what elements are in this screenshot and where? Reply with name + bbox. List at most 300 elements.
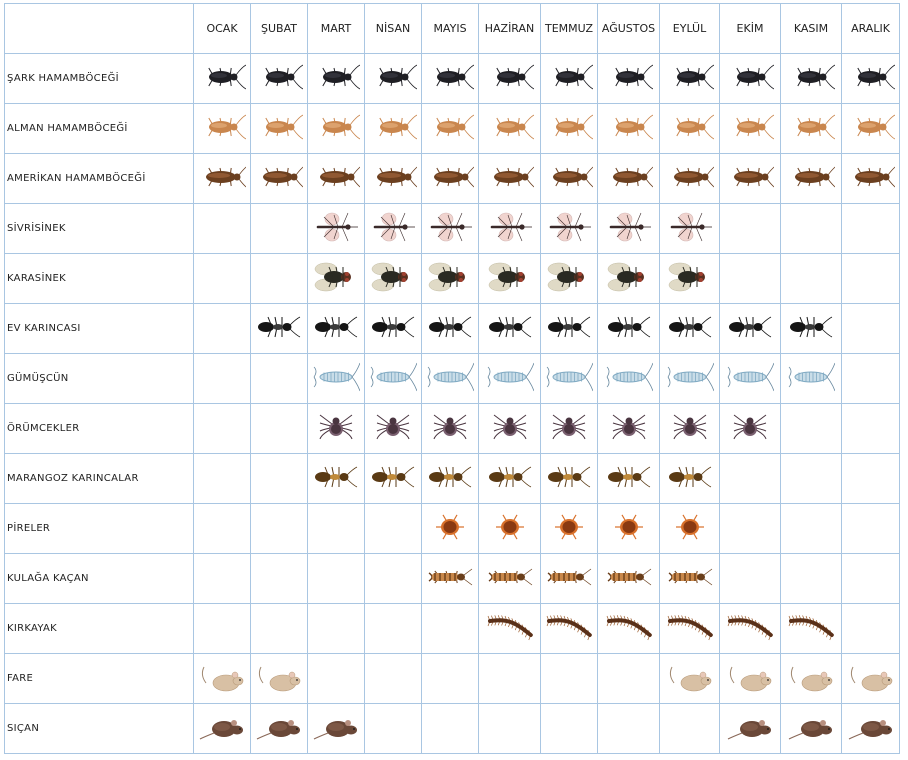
month-cell	[194, 54, 251, 104]
rat-icon	[726, 709, 774, 745]
silverfish-icon	[787, 359, 835, 395]
mouse-icon	[255, 659, 303, 695]
month-cell	[365, 554, 422, 604]
month-cell	[422, 154, 479, 204]
month-cell	[479, 454, 541, 504]
flea-icon	[426, 509, 474, 545]
month-cell	[541, 54, 598, 104]
american-cockroach-icon	[605, 159, 653, 195]
german-cockroach-icon	[369, 109, 417, 145]
pest-row	[5, 154, 900, 204]
pest-name: KIRKAYAK	[5, 604, 194, 654]
month-cell	[720, 354, 781, 404]
month-cell	[308, 354, 365, 404]
pest-row	[5, 654, 900, 704]
house-ant-icon	[726, 309, 774, 345]
pest-row	[5, 54, 900, 104]
pest-name: EV KARINCASI	[5, 304, 194, 354]
month-cell	[308, 254, 365, 304]
pest-name: ÖRÜMCEKLER	[5, 404, 194, 454]
rat-icon	[312, 709, 360, 745]
housefly-icon	[605, 259, 653, 295]
month-cell	[479, 204, 541, 254]
mosquito-icon	[486, 209, 534, 245]
month-cell	[541, 504, 598, 554]
month-cell	[479, 404, 541, 454]
silverfish-icon	[369, 359, 417, 395]
month-cell	[660, 104, 720, 154]
month-cell	[541, 604, 598, 654]
pest-row	[5, 204, 900, 254]
housefly-icon	[312, 259, 360, 295]
house-ant-icon	[486, 309, 534, 345]
pest-row	[5, 504, 900, 554]
centipede-icon	[787, 609, 835, 645]
month-cell	[541, 254, 598, 304]
month-cell	[541, 104, 598, 154]
month-cell	[422, 304, 479, 354]
carpenter-ant-icon	[426, 459, 474, 495]
spider-icon	[426, 409, 474, 445]
pest-row	[5, 454, 900, 504]
month-cell	[541, 204, 598, 254]
mosquito-icon	[605, 209, 653, 245]
german-cockroach-icon	[605, 109, 653, 145]
month-cell	[598, 604, 660, 654]
flea-icon	[486, 509, 534, 545]
month-cell	[660, 554, 720, 604]
month-cell	[842, 504, 900, 554]
month-cell	[422, 704, 479, 754]
month-cell	[479, 254, 541, 304]
month-cell	[781, 104, 842, 154]
month-header: KASIM	[781, 4, 842, 54]
month-cell	[251, 54, 308, 104]
silverfish-icon	[545, 359, 593, 395]
month-cell	[479, 54, 541, 104]
month-cell	[194, 354, 251, 404]
month-cell	[422, 604, 479, 654]
pest-name: ŞARK HAMAMBÖCEĞİ	[5, 54, 194, 104]
pest-row	[5, 354, 900, 404]
month-cell	[422, 454, 479, 504]
month-cell	[598, 304, 660, 354]
month-cell	[365, 204, 422, 254]
month-cell	[308, 554, 365, 604]
month-cell	[479, 104, 541, 154]
month-cell	[598, 154, 660, 204]
month-header: MAYIS	[422, 4, 479, 54]
month-cell	[781, 554, 842, 604]
month-cell	[720, 404, 781, 454]
month-cell	[251, 254, 308, 304]
month-cell	[479, 154, 541, 204]
month-cell	[479, 654, 541, 704]
month-cell	[422, 404, 479, 454]
mouse-icon	[198, 659, 246, 695]
mosquito-icon	[426, 209, 474, 245]
housefly-icon	[426, 259, 474, 295]
month-cell	[308, 104, 365, 154]
month-cell	[308, 454, 365, 504]
oriental-cockroach-icon	[545, 59, 593, 95]
month-cell	[251, 504, 308, 554]
month-cell	[660, 604, 720, 654]
german-cockroach-icon	[312, 109, 360, 145]
house-ant-icon	[545, 309, 593, 345]
month-cell	[422, 54, 479, 104]
centipede-icon	[545, 609, 593, 645]
month-cell	[251, 104, 308, 154]
rat-icon	[198, 709, 246, 745]
month-cell	[842, 204, 900, 254]
american-cockroach-icon	[198, 159, 246, 195]
mosquito-icon	[545, 209, 593, 245]
month-cell	[365, 104, 422, 154]
month-cell	[598, 404, 660, 454]
earwig-icon	[426, 559, 474, 595]
month-cell	[598, 504, 660, 554]
american-cockroach-icon	[545, 159, 593, 195]
carpenter-ant-icon	[545, 459, 593, 495]
pest-name: FARE	[5, 654, 194, 704]
month-cell	[842, 154, 900, 204]
house-ant-icon	[666, 309, 714, 345]
month-cell	[541, 354, 598, 404]
pest-row	[5, 254, 900, 304]
american-cockroach-icon	[312, 159, 360, 195]
month-cell	[422, 254, 479, 304]
month-cell	[194, 404, 251, 454]
month-cell	[308, 404, 365, 454]
month-cell	[422, 654, 479, 704]
month-cell	[720, 504, 781, 554]
month-cell	[308, 304, 365, 354]
centipede-icon	[666, 609, 714, 645]
rat-icon	[255, 709, 303, 745]
month-cell	[365, 154, 422, 204]
month-cell	[194, 704, 251, 754]
american-cockroach-icon	[369, 159, 417, 195]
oriental-cockroach-icon	[198, 59, 246, 95]
month-cell	[251, 304, 308, 354]
month-cell	[194, 304, 251, 354]
month-cell	[720, 304, 781, 354]
month-cell	[598, 454, 660, 504]
german-cockroach-icon	[787, 109, 835, 145]
month-cell	[479, 604, 541, 654]
month-cell	[251, 154, 308, 204]
month-cell	[251, 654, 308, 704]
month-cell	[251, 704, 308, 754]
month-cell	[720, 204, 781, 254]
month-cell	[194, 604, 251, 654]
month-cell	[308, 204, 365, 254]
month-cell	[194, 154, 251, 204]
month-cell	[598, 104, 660, 154]
mouse-icon	[787, 659, 835, 695]
month-cell	[660, 704, 720, 754]
carpenter-ant-icon	[369, 459, 417, 495]
month-cell	[251, 454, 308, 504]
earwig-icon	[666, 559, 714, 595]
month-cell	[365, 354, 422, 404]
month-cell	[308, 604, 365, 654]
pest-row	[5, 704, 900, 754]
month-cell	[365, 304, 422, 354]
month-cell	[251, 604, 308, 654]
month-cell	[194, 654, 251, 704]
month-cell	[479, 704, 541, 754]
month-cell	[842, 104, 900, 154]
month-cell	[842, 454, 900, 504]
month-cell	[479, 304, 541, 354]
month-cell	[365, 254, 422, 304]
pest-rows	[5, 54, 900, 754]
pest-row	[5, 604, 900, 654]
centipede-icon	[605, 609, 653, 645]
pest-name: MARANGOZ KARINCALAR	[5, 454, 194, 504]
month-cell	[720, 654, 781, 704]
spider-icon	[605, 409, 653, 445]
mouse-icon	[847, 659, 895, 695]
oriental-cockroach-icon	[426, 59, 474, 95]
pest-name: ALMAN HAMAMBÖCEĞİ	[5, 104, 194, 154]
mosquito-icon	[312, 209, 360, 245]
month-cell	[660, 54, 720, 104]
pest-row	[5, 104, 900, 154]
month-cell	[308, 504, 365, 554]
carpenter-ant-icon	[666, 459, 714, 495]
month-cell	[541, 654, 598, 704]
month-cell	[479, 504, 541, 554]
flea-icon	[666, 509, 714, 545]
month-header: OCAK	[194, 4, 251, 54]
month-header: EKİM	[720, 4, 781, 54]
mosquito-icon	[369, 209, 417, 245]
spider-icon	[666, 409, 714, 445]
month-cell	[541, 554, 598, 604]
month-header: NİSAN	[365, 4, 422, 54]
silverfish-icon	[605, 359, 653, 395]
earwig-icon	[486, 559, 534, 595]
month-header: AĞUSTOS	[598, 4, 660, 54]
spider-icon	[545, 409, 593, 445]
month-cell	[842, 354, 900, 404]
month-cell	[720, 104, 781, 154]
month-cell	[720, 554, 781, 604]
spider-icon	[369, 409, 417, 445]
month-cell	[541, 454, 598, 504]
oriental-cockroach-icon	[486, 59, 534, 95]
oriental-cockroach-icon	[312, 59, 360, 95]
month-cell	[720, 454, 781, 504]
month-cell	[781, 454, 842, 504]
german-cockroach-icon	[666, 109, 714, 145]
month-cell	[422, 204, 479, 254]
month-cell	[422, 554, 479, 604]
silverfish-icon	[726, 359, 774, 395]
mosquito-icon	[666, 209, 714, 245]
month-cell	[660, 304, 720, 354]
month-cell	[422, 504, 479, 554]
house-ant-icon	[426, 309, 474, 345]
carpenter-ant-icon	[312, 459, 360, 495]
month-cell	[194, 204, 251, 254]
month-cell	[365, 654, 422, 704]
pest-name: AMERİKAN HAMAMBÖCEĞİ	[5, 154, 194, 204]
american-cockroach-icon	[726, 159, 774, 195]
month-cell	[781, 704, 842, 754]
pest-name: GÜMÜŞCÜN	[5, 354, 194, 404]
silverfish-icon	[426, 359, 474, 395]
month-cell	[660, 504, 720, 554]
mouse-icon	[666, 659, 714, 695]
pest-row	[5, 404, 900, 454]
house-ant-icon	[255, 309, 303, 345]
month-cell	[598, 204, 660, 254]
pest-calendar-table	[4, 3, 900, 754]
month-header: HAZİRAN	[479, 4, 541, 54]
pest-name: SİVRİSİNEK	[5, 204, 194, 254]
month-header: MART	[308, 4, 365, 54]
month-cell	[660, 254, 720, 304]
pest-row	[5, 554, 900, 604]
month-cell	[251, 354, 308, 404]
oriental-cockroach-icon	[255, 59, 303, 95]
month-cell	[781, 254, 842, 304]
silverfish-icon	[666, 359, 714, 395]
month-cell	[660, 654, 720, 704]
oriental-cockroach-icon	[605, 59, 653, 95]
pest-calendar	[4, 3, 900, 754]
american-cockroach-icon	[486, 159, 534, 195]
house-ant-icon	[369, 309, 417, 345]
month-cell	[541, 304, 598, 354]
month-cell	[194, 554, 251, 604]
month-cell	[781, 404, 842, 454]
month-cell	[479, 554, 541, 604]
mouse-icon	[726, 659, 774, 695]
month-header: TEMMUZ	[541, 4, 598, 54]
month-cell	[479, 354, 541, 404]
german-cockroach-icon	[545, 109, 593, 145]
month-cell	[541, 404, 598, 454]
oriental-cockroach-icon	[369, 59, 417, 95]
housefly-icon	[486, 259, 534, 295]
month-cell	[842, 404, 900, 454]
house-ant-icon	[312, 309, 360, 345]
month-cell	[251, 204, 308, 254]
month-cell	[365, 504, 422, 554]
american-cockroach-icon	[787, 159, 835, 195]
german-cockroach-icon	[198, 109, 246, 145]
month-cell	[365, 704, 422, 754]
earwig-icon	[545, 559, 593, 595]
spider-icon	[486, 409, 534, 445]
month-cell	[598, 254, 660, 304]
month-cell	[308, 654, 365, 704]
month-cell	[194, 504, 251, 554]
month-cell	[308, 54, 365, 104]
month-header-row	[5, 4, 900, 54]
oriental-cockroach-icon	[726, 59, 774, 95]
month-cell	[251, 554, 308, 604]
month-cell	[842, 654, 900, 704]
month-header: EYLÜL	[660, 4, 720, 54]
month-cell	[598, 354, 660, 404]
housefly-icon	[666, 259, 714, 295]
german-cockroach-icon	[486, 109, 534, 145]
month-cell	[842, 304, 900, 354]
american-cockroach-icon	[255, 159, 303, 195]
month-cell	[720, 254, 781, 304]
month-cell	[781, 654, 842, 704]
month-cell	[308, 704, 365, 754]
silverfish-icon	[486, 359, 534, 395]
month-cell	[660, 154, 720, 204]
centipede-icon	[486, 609, 534, 645]
month-cell	[842, 554, 900, 604]
earwig-icon	[605, 559, 653, 595]
pest-row	[5, 304, 900, 354]
month-cell	[598, 554, 660, 604]
house-ant-icon	[787, 309, 835, 345]
month-cell	[660, 354, 720, 404]
month-cell	[541, 704, 598, 754]
silverfish-icon	[312, 359, 360, 395]
american-cockroach-icon	[426, 159, 474, 195]
month-cell	[720, 704, 781, 754]
month-cell	[194, 254, 251, 304]
month-cell	[781, 54, 842, 104]
pest-name: SIÇAN	[5, 704, 194, 754]
housefly-icon	[369, 259, 417, 295]
corner-cell	[5, 4, 194, 54]
month-cell	[422, 354, 479, 404]
flea-icon	[545, 509, 593, 545]
german-cockroach-icon	[426, 109, 474, 145]
rat-icon	[787, 709, 835, 745]
month-cell	[308, 154, 365, 204]
month-cell	[842, 254, 900, 304]
oriental-cockroach-icon	[666, 59, 714, 95]
oriental-cockroach-icon	[847, 59, 895, 95]
month-cell	[194, 454, 251, 504]
centipede-icon	[726, 609, 774, 645]
month-cell	[781, 304, 842, 354]
month-cell	[720, 604, 781, 654]
month-cell	[781, 154, 842, 204]
month-cell	[842, 704, 900, 754]
month-cell	[365, 604, 422, 654]
carpenter-ant-icon	[605, 459, 653, 495]
month-header: ARALIK	[842, 4, 900, 54]
month-cell	[781, 604, 842, 654]
month-cell	[251, 404, 308, 454]
flea-icon	[605, 509, 653, 545]
housefly-icon	[545, 259, 593, 295]
month-cell	[660, 454, 720, 504]
month-cell	[720, 154, 781, 204]
month-cell	[365, 454, 422, 504]
month-cell	[541, 154, 598, 204]
american-cockroach-icon	[847, 159, 895, 195]
pest-name: PİRELER	[5, 504, 194, 554]
house-ant-icon	[605, 309, 653, 345]
pest-name: KARASİNEK	[5, 254, 194, 304]
pest-name: KULAĞA KAÇAN	[5, 554, 194, 604]
